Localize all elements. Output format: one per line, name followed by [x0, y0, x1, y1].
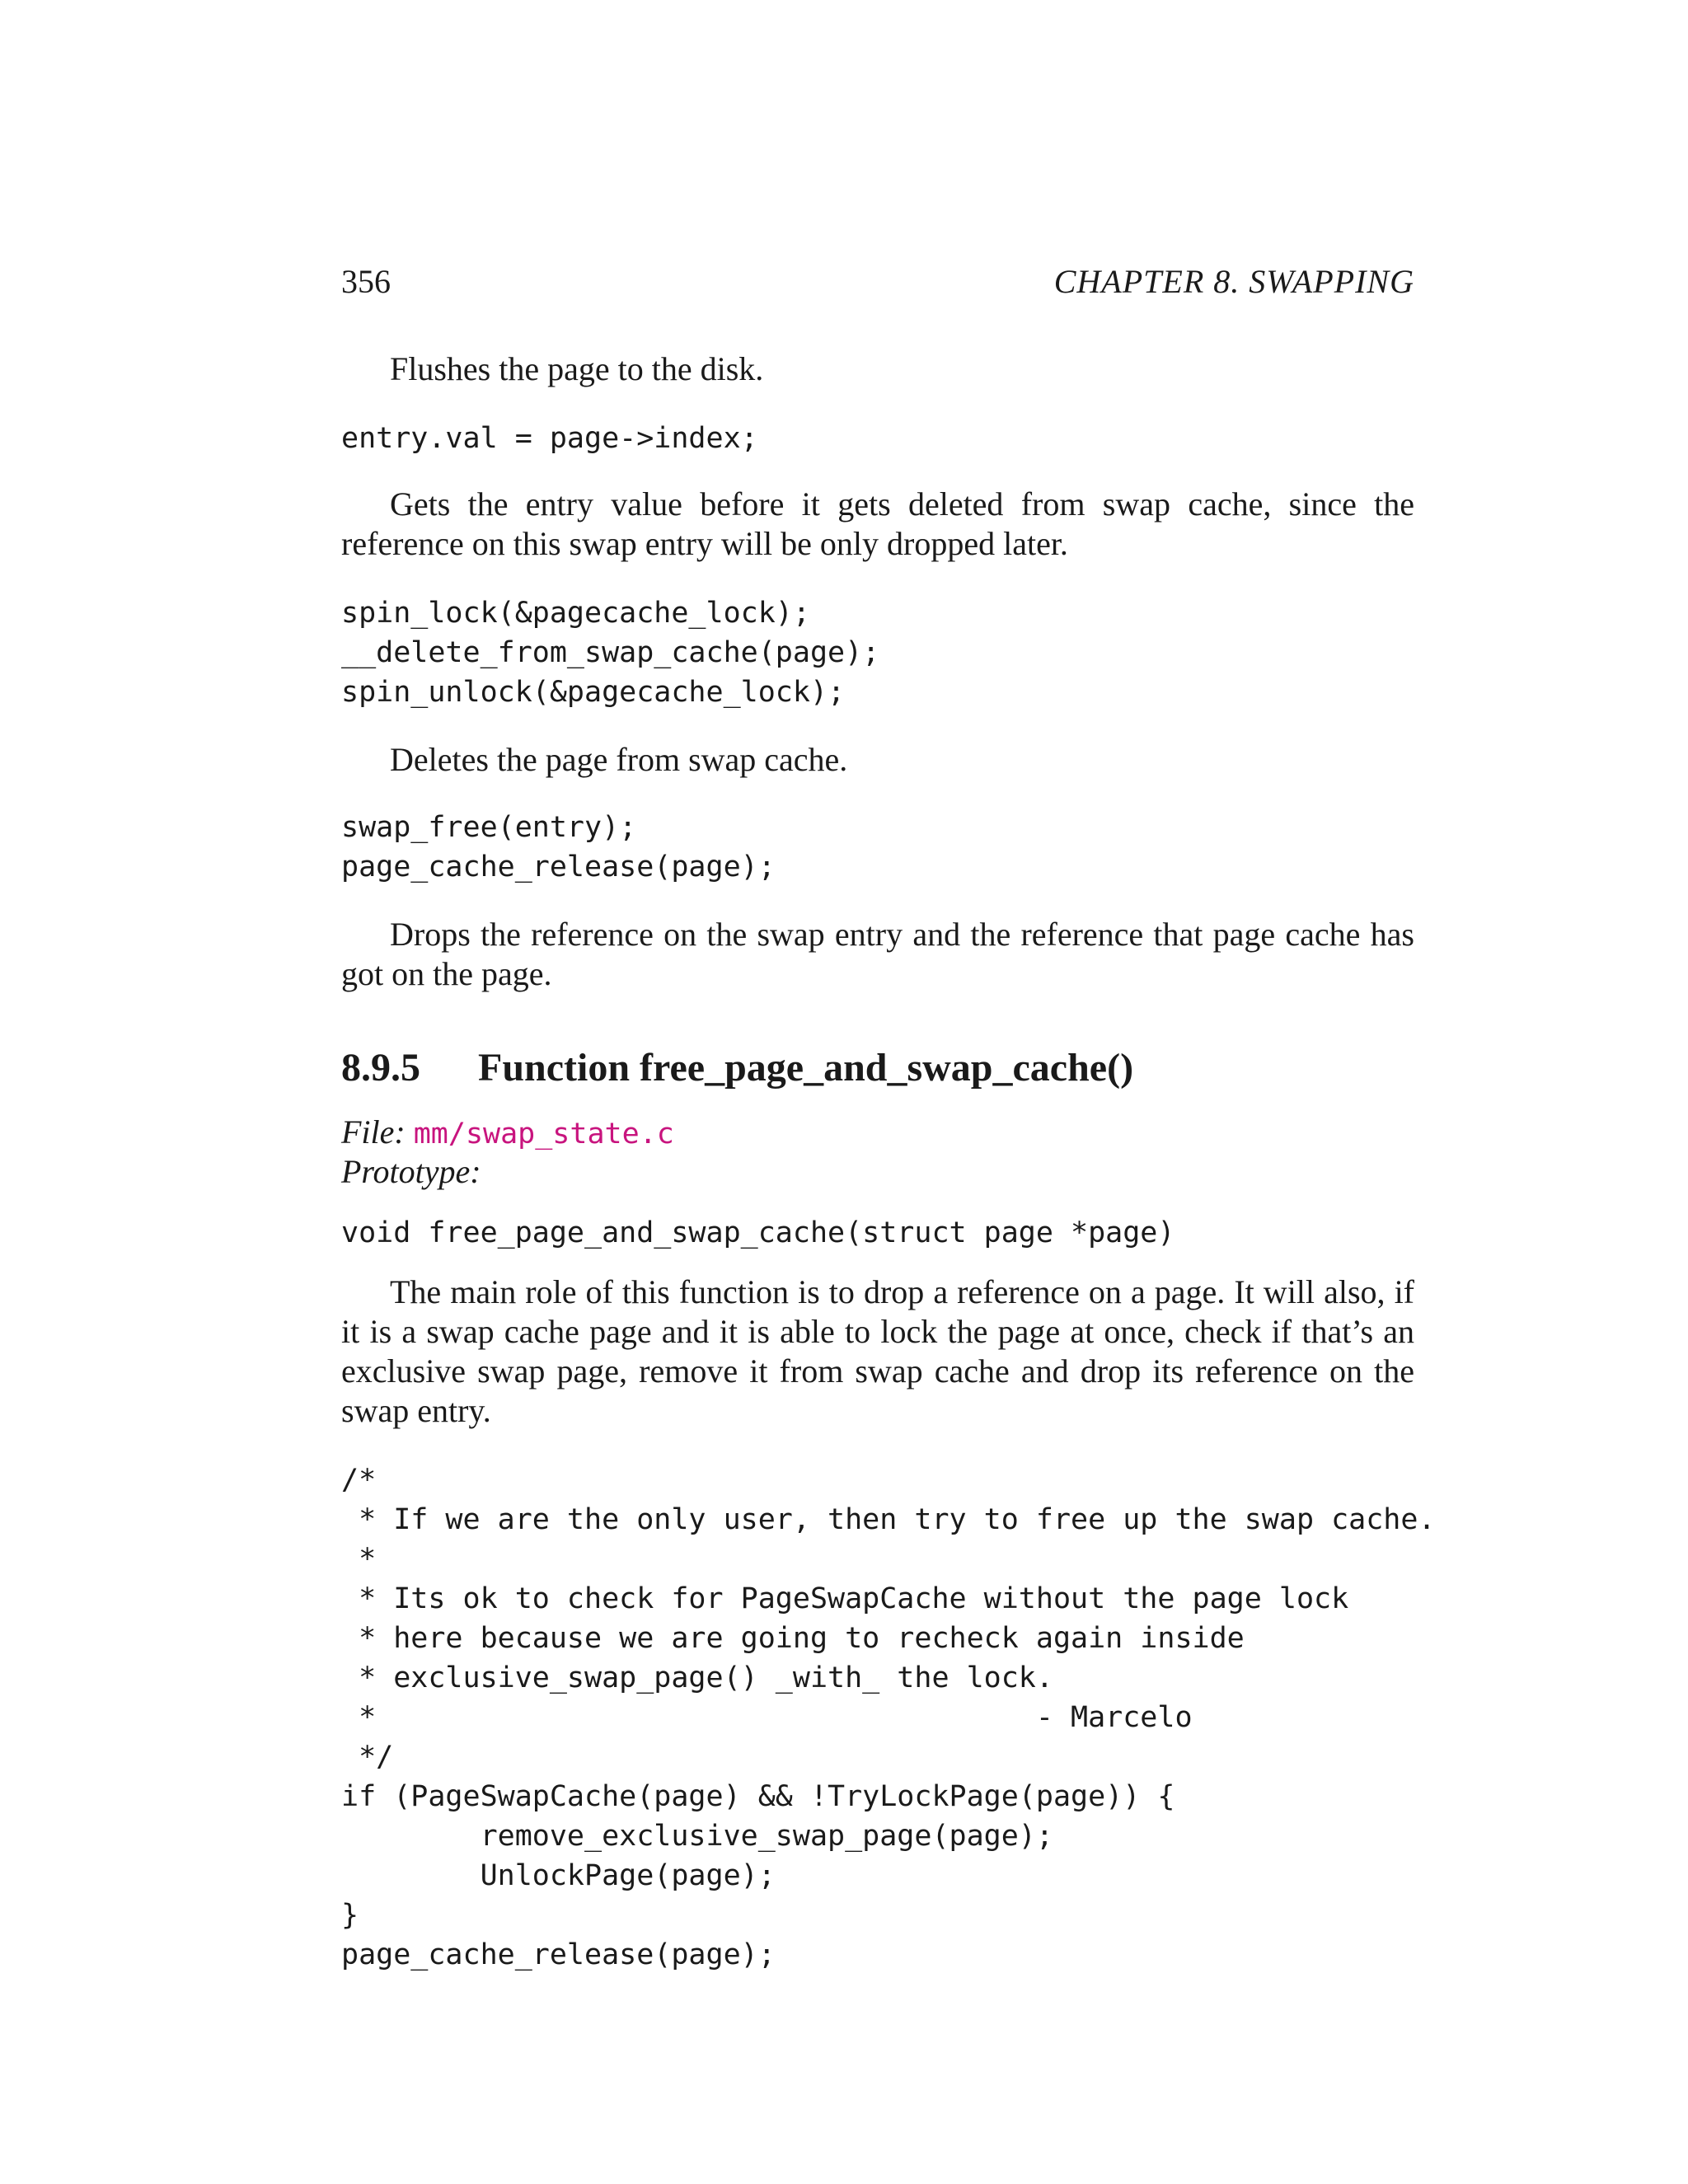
paragraph-description: The main role of this function is to drop a reference on a page. It will also, if it is a swap cache page and it is able to lock the page at once, check if that’s an exclusive swap page, remove it from swap cache and drop its reference on the swap entry. — [341, 1273, 1414, 1429]
prototype-code: void free_page_and_swap_cache(struct page *page) — [341, 1216, 1175, 1249]
file-path-link[interactable]: mm/swap_state.c — [413, 1118, 674, 1151]
running-header: CHAPTER 8. SWAPPING — [1053, 263, 1414, 300]
paragraph-entry-value: Gets the entry value before it gets deleted from swap cache, since the reference on this swap entry will be only dropped later. — [341, 485, 1414, 562]
file-label: File: — [341, 1113, 406, 1151]
paragraph-drop-reference: Drops the reference on the swap entry and the reference that page cache has got on the page. — [341, 916, 1414, 992]
code-function-body: /* * If we are the only user, then try to free up the swap cache. * * Its ok to check for PageSwapCache without the page lock * here because we are going to recheck again inside * exclusive_swap_page() _with_ the lock. * - Marcelo */ if (PageSwapCache(page) && !TryLockPage(page)) { remove_exclusive_swap_page(page); UnlockPage(page); } page_cache_release(page); — [341, 1464, 1436, 1971]
prototype-label: Prototype: — [341, 1153, 481, 1190]
code-swap-free: swap_free(entry); page_cache_release(page); — [341, 811, 776, 883]
page-number: 356 — [341, 263, 391, 300]
file-line — [341, 1113, 674, 1154]
section-number: 8.9.5 — [341, 1046, 420, 1090]
code-entry-val: entry.val = page->index; — [341, 422, 758, 455]
section-title: Function free_page_and_swap_cache() — [478, 1046, 1134, 1090]
paragraph-flush-page: Flushes the page to the disk. — [390, 350, 764, 387]
paragraph-delete-page: Deletes the page from swap cache. — [390, 741, 848, 778]
code-spin-lock: spin_lock(&pagecache_lock); __delete_from_swap_cache(page); spin_unlock(&pagecache_lock); — [341, 597, 880, 709]
section-heading — [341, 1043, 1133, 1093]
